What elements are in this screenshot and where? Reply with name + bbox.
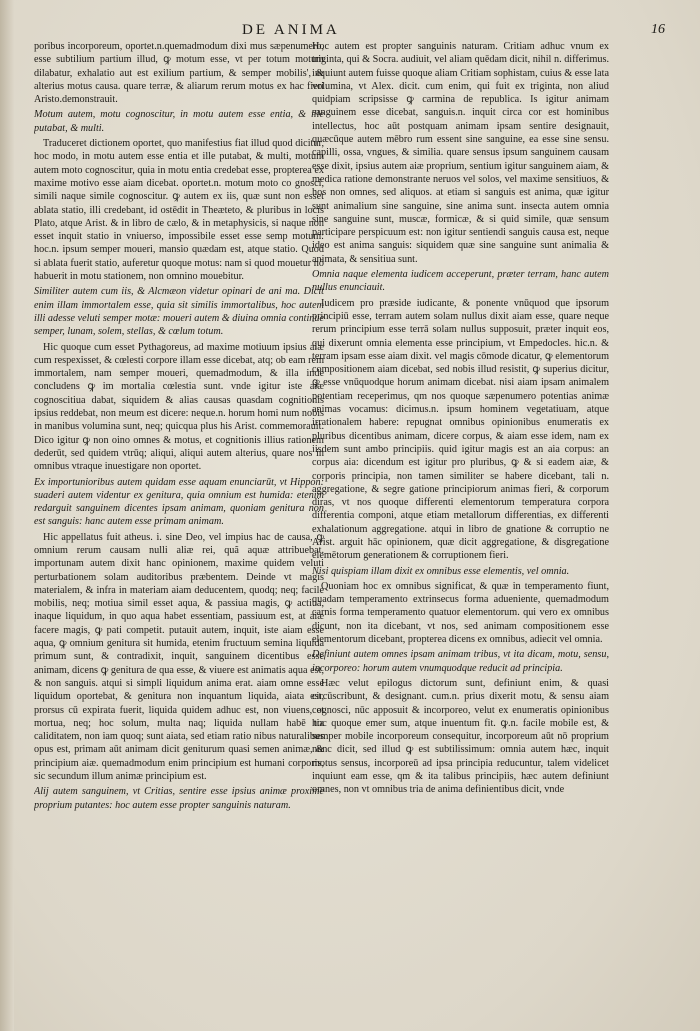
running-head — [0, 22, 700, 42]
page-number: 16 — [651, 22, 665, 37]
lemma-paragraph: Alij autem sanguinem, vt Critias, sentire esse ipsius animæ proxime proprium putantes: hoc autem esse propter sanguinis naturam. — [34, 786, 324, 811]
paragraph: Hic quoque cum esset Pythagoreus, ad maxime motiuum ipsius aiæ cum respexisset, & cœlesti corpore illam esse dicebat, atq; ob eam rem immortalem, nam semper moueri, quemadmodum, & illa inde concludens ꝙ im mortalia cœlestia sunt. vnde igitur iste aiæ cognoscitiua dabat, siquidem & alias causas quasdam cognitionis ipsius reddebat, non meum est dicere: neque.n. horum homi num nobis in manibus volumina sunt, neq; quicqua plus his Arist. commemorauit. Dico igitur ꝙ non oino omnes & motus, et cognitionis illius rationem dederūt, sed quidem vtrūq; aliqui, aliqui autem alterius, quare nos in omnibus vtraque inuestigare non oportet. — [34, 341, 324, 473]
paragraph: Hæc velut epilogus dictorum sunt, definiunt enim, & quasi circūscribunt, & designant. cum.n. prius dixerit motu, & sensu aiam cognosci, nūc apposuit & incorporeo, velut ex enumeratis opinionibus hoc quoque emer sum, atque inuentum fit. ꝙ.n. facile mobile est, & semper mobile incorporeum consequitur, incorporeum aūt nō proprium nunc dicit, sed illud ꝙ est subtilissimum: omnia autem hæc, inquit motus sensus, incorporeū ad ipsa principia reducuntur, talem videlicet inquiunt eam esse, qm & ita talibus principiis, hæc autem definiunt omnes, non vt omnibus tria de anima definientibus dicit, vnde — [312, 677, 609, 796]
right-column — [312, 40, 609, 1000]
lemma-paragraph: Nisi quispiam illam dixit ex omnibus esse elementis, vel omnia. — [312, 565, 570, 577]
page-gutter — [0, 0, 14, 1031]
lemma-paragraph: Omnia naque elementa iudicem acceperunt, præter terram, hanc autem nullus enunciauit. — [312, 269, 609, 294]
paragraph: Hic appellatus fuit atheus. i. sine Deo, vel impius hac de causa, ꝙ omnium rerum causam nulli aliæ rei, quã aquæ attribuebat. importunam autem dixit hanc opinionem, maxime quidem veluti perturbationem solam auditoribus præbentem. Deinde vt magis materialem, & infra in materiam aiam deducentem, quodq; neq; facile mobilis, neq; motiua simil esset aqua, & passiua magis, ꝙ actiua, inaque liquidum, in quo aqua habet essentiam, passiuum est, at aiæ facere magis, ꝙ pati competit. putauit autem, inquit, iste aiam esse aqua, ꝙ omnium genitura sit humida, etenim fructuum semina liquida primum sunt, & contradixit, inquit, sanguinem dicentibus esse animam, dicens ꝙ genitura de qua esse, & viuere est animatis aqua est, & non sanguis. atqui si simpli liquidum anima erat. aiam omne esse liquidum oportebat, & genitura non inquantum liquida, aiata est, prorsus cū expirata fuerit, liquida quidem adhuc est, non viuens, et mortua, neq; hoc solum, multa naq; liquida nullam habē tia caliditatem, non iam quoq; sunt aiata, sed etiam ratio nibus naturalibus opus est, primam aūt animam dicit geniturum quasi semen animæ, & principium aiæ. quemadmodum enim principium est humani corporis, sic secundum illum animæ principium est. — [34, 531, 324, 783]
paragraph: poribus incorporeum, oportet.n.quemadmodum dixi mus sæpenumero, esse subtilium partium illud, ꝙ motum esse, vt per totum motum dilabatur, exhalatio aut est exilium partium, & semper mobilis', & alterius motus causa. quare terræ, & aliarum rerum motus ex hac fieri Aristo.demonstrauit. — [34, 41, 324, 106]
left-column — [34, 40, 324, 1000]
lemma-paragraph: Similiter autem cum iis, & Alcmæon videtur opinari de ani ma. Dicit enim illam immortalem esse, quia sit similis immortalibus, hoc autem illi adesse veluti semper motæ: moueri autem & diuina omnia continue semper, lunam, solem, stellas, & cœlum totum. — [34, 286, 324, 338]
lemma-paragraph: Ex importunioribus autem quidam esse aquam enunciarūt, vt Hippon: suaderi autem videntur ex genitura, quia omnium est humida: etenim redarguit sanguinem dicentes ipsam animam, quoniam genitura non est sanguis: hanc autem esse primam animam. — [34, 476, 324, 528]
paragraph: Iudicem pro præside iudicante, & ponente vnūquod que ipsorum principiū esse, terram autem solam nullus dixit aiam esse, quare neque rerum principium esse terrā solam nullus supposuit, præter inquit eos, qui dixerunt omnia elementa esse principium, vt Empedocles. hic.n. & terram ipsam esse aiam dixit. vel magis cōmode dicatur, ꝙ elementorum compositionem aiam dicebat, sed nobis illud resistit, ꝙ superius dicitur, ꝙ esse vnūquodque horum animam dicebat. nisi aiam ipsam animalem potentiam receperimus, qm nos quoque sæpenumero potentias animæ animas vocamus: dicimus.n. ipsum hominem vegetatiuam, atque irrationalem habere: repugnat omnibus opinionibus enumeratis ex pluribus dicentibus animam, dicere corpus, & aiam esse idem, nam ex iisdem sunt ambo principiis. quid igitur magis est an aia corpus: an corpus aia: dicendum est igitur pro pluribus, ꝙ & si eadem aiæ, & corporis principia, non tamen similiter se habere dicebant, tali n. aggregatione, & segre gatione principiorum animas fieri, & corporum diras, vt nos quoque differenti elementorum temperatura corpora differentia componi, atque etiam metallorum differentias, ex differenti exhalationum aggregatione. atqui in libro de gnatione & corruptio ne Arist. arguit hāc opinionem, quæ dicit aggregatione, & disgregatione elemētorum generationem & corruptionem fieri. — [312, 297, 609, 562]
lemma-paragraph: Definiunt autem omnes ipsam animam tribus, vt ita dicam, motu, sensu, incorporeo: horum autem vnumquodque reducit ad principia. — [312, 649, 609, 674]
lemma-paragraph: Motum autem, motu cognoscitur, in motu autem esse entia, & ille putabat, & multi. — [34, 109, 324, 134]
paragraph: Hoc autem est propter sanguinis naturam. Critiam adhuc vnum ex triginta, qui & Socra. audiuit, vel aliam quēdam dicit, nihil n. differimus. inquiunt autem fuisse quoque aliam Critiam sophistam, cuius & esse lata volumina, vt Alex. dicit. cum enim, qui fuit ex triginta, non aliud quidpiam scripsisse ꝙ carmina de republica. Is igitur animam sanguinem esse dicebat, sanguis.n. inquit circa cor est hominibus intellectus, hoc aūt postquam animam ipsam sentire designauit, quæcūque autem mēbro rum essent sine sanguine, ea esse sine sensu. capilli, ossa, vngues, & similia. quare sensus ipsum sanguinem causam esse dixit, ipsius autem aiæ proprium, sentium igitur sanguinem aiam, & medica ratione demonstrante neruos vel solos, vel maxime sensitiuos, & hos non omnes, sed aliquos. at etiam si sanguis est anima, quæ igitur sunt animalium sine sanguine, sine anima sunt. insecta autem omnia sine sanguine sunt, muscæ, formicæ, & si quid simile, quæ sensum participare perspicuum est: non igitur sentiendi sanguis causa est, neque ideo est anima sanguis: siquidem quæ sine sanguine sunt animalia & animata, & sensitiua sunt. — [312, 41, 609, 265]
paragraph: Traduceret dictionem oportet, quo manifestius fiat illud quod dicitur, hoc modo, in motu autem esse entia et ille putabat, & multi, motum autem moto cognoscitur, quia in motu entia credebat esse, propterea ex maxime motivo esse aiam dicebat. oportet.n. motum moto co gnosci, simili naque simile cognoscitur. ꝙ autem ex iis, quæ sunt non esset ablata statio, illi credebant, id ostēdit in Theæteto, & pluribus in locis Plato, atque Arist. & in libro de cælo, & in metaphysicis, si naque non esset inquit statio in vniuerso, impossibile esset esse semp motum: hoc.n. ipsum semper moueri, mansio quædam est, atque statio. Quod si ablata fuerit statio, auferetur quoque motus: nam si quod mouetur nō habuerit in motu stationem, non omnino mouebitur. — [34, 138, 324, 283]
running-title: DE ANIMA — [242, 22, 340, 38]
paragraph: Quoniam hoc ex omnibus significat, & quæ in temperamento fiunt, quadam temperamento extrinsecus forma adueniente, quemadmodum carnis forma temperamento quatuor elementorum. qui vero ex omnibus dicunt, non ita dicebant, vt nos, sed animam compositionem esse elementorum dicebant, propterea dicens ex omnibus, adiecit vel omnia. — [312, 580, 609, 646]
